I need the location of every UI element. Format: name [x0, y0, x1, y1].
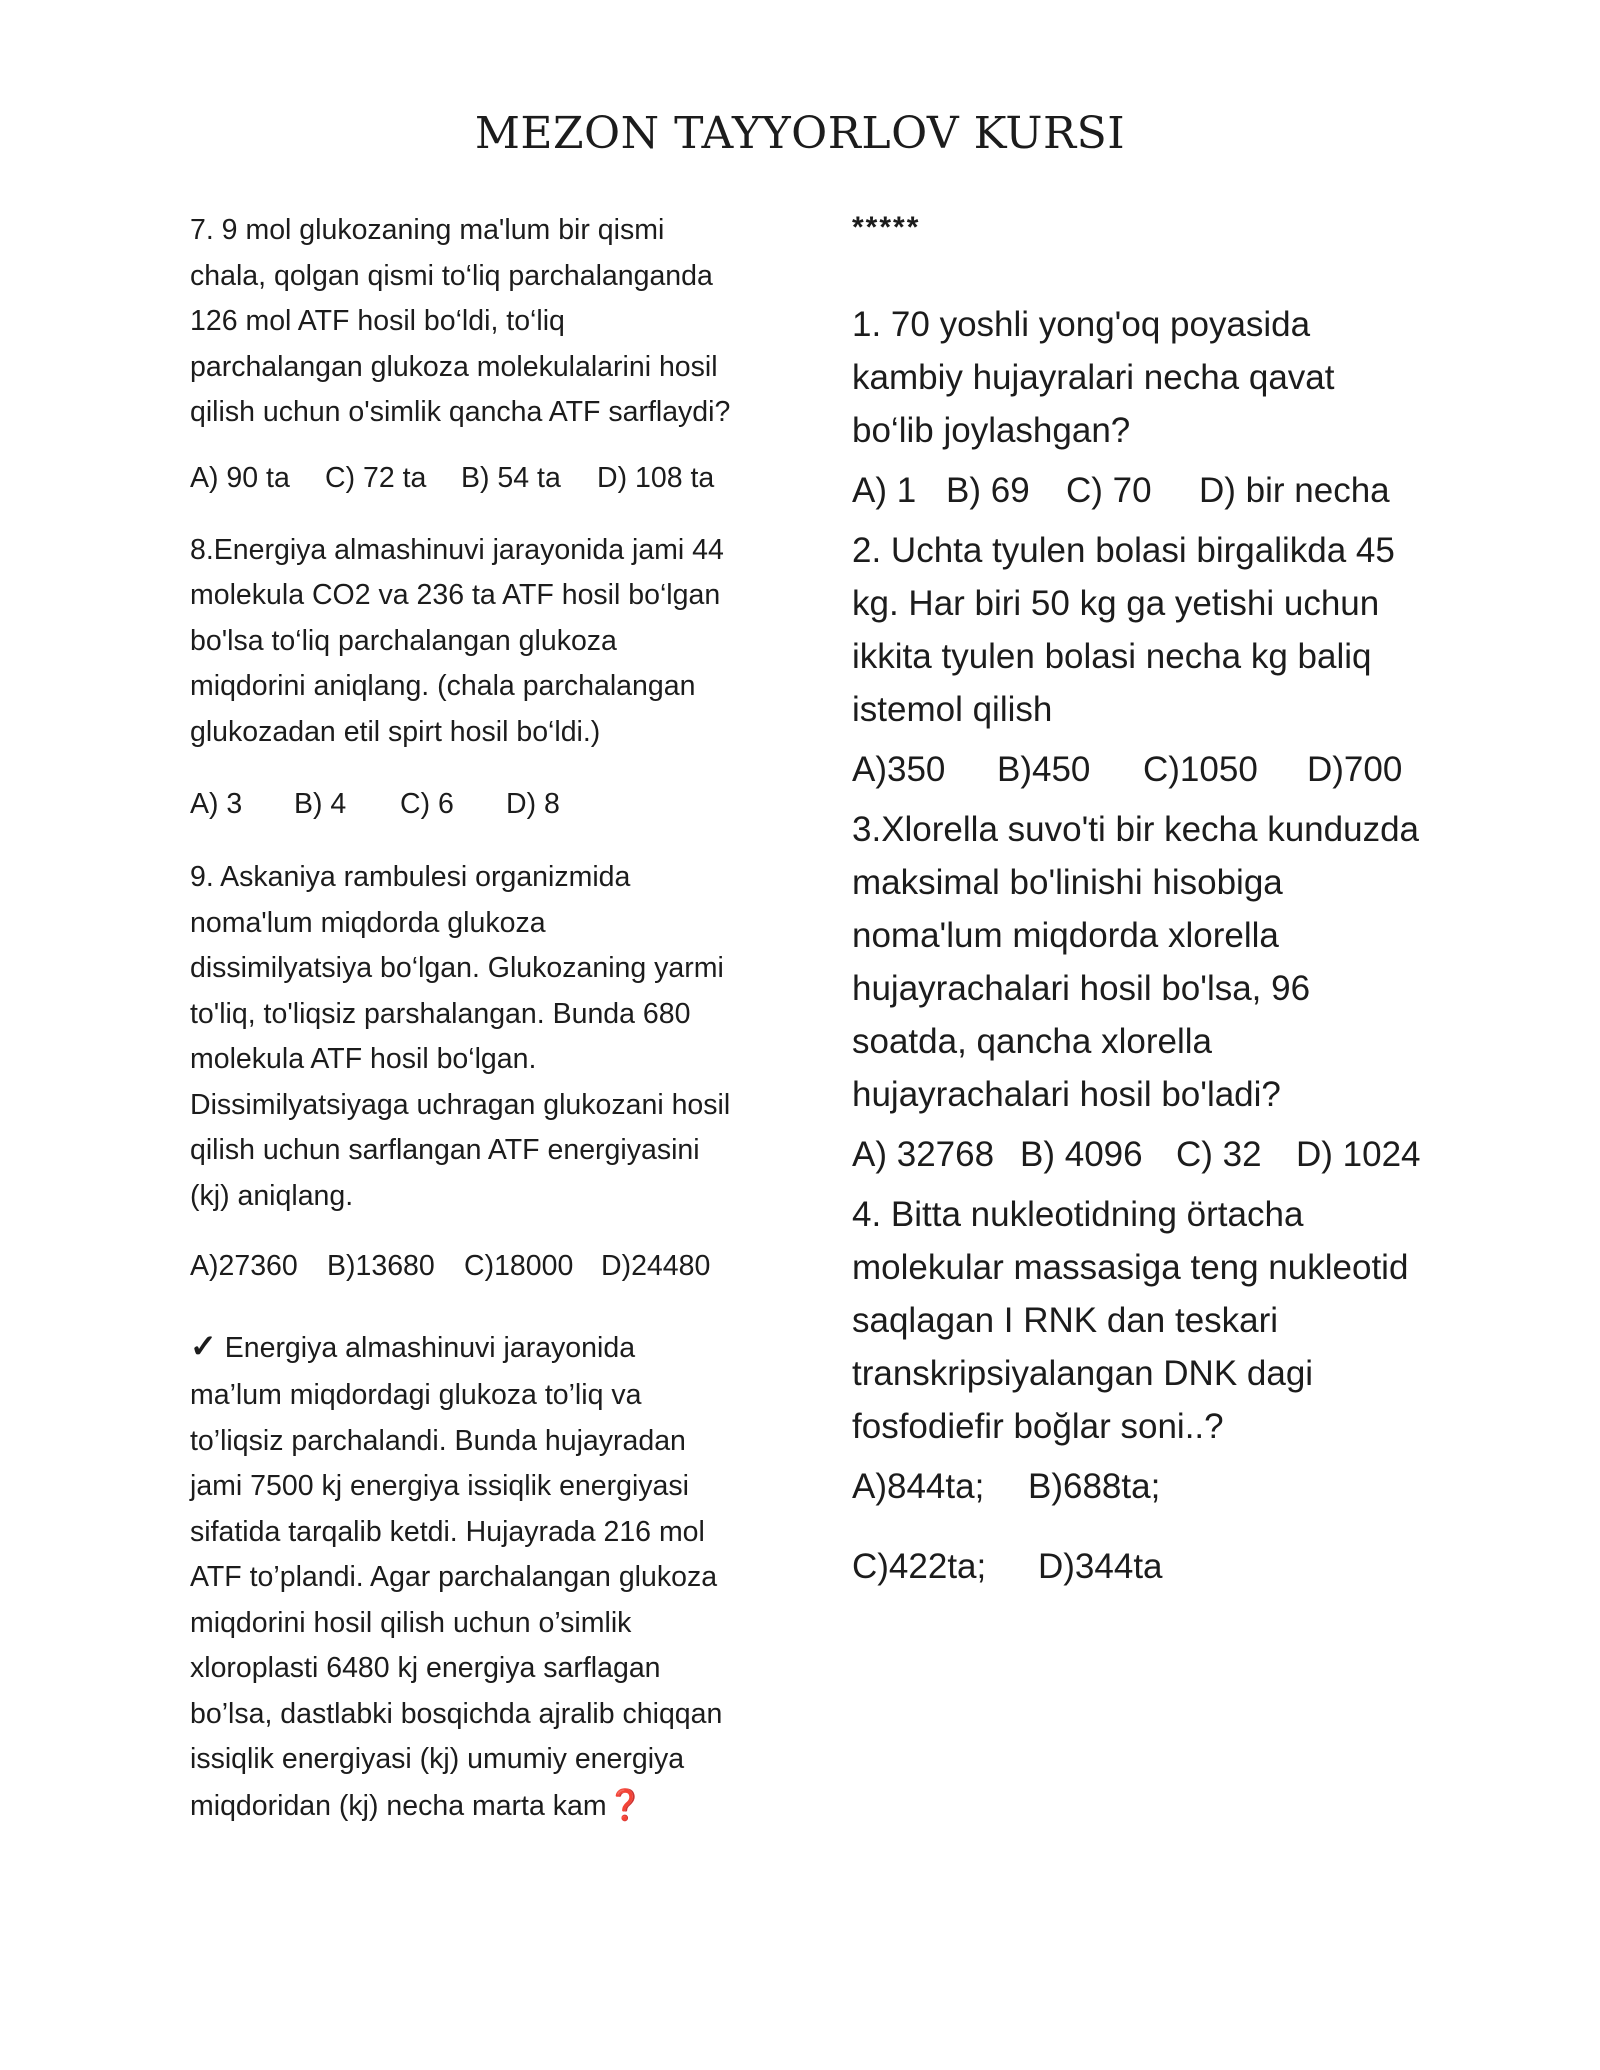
question-10-body: ma’lum miqdordagi glukoza to’liq va to’liqsiz parchalandi. Bunda hujayradan jami 7500 kj energiya issiqlik energiyasi sifatida tarqalib ketdi. Hujayrada 216 mol ATF to’plandi. Agar parchalangan glukoza miqdorini hosil qilish uchun o’simlik xloroplasti 6480 kj energiya sarflagan bo’lsa, dastlabki bosqichda ajralib chiqqan issiqlik energiyasi (kj) umumiy energiya miqdoridan (kj) necha marta kam	[190, 1379, 723, 1822]
question-1-options	[852, 464, 1432, 517]
question-7-options	[190, 456, 765, 501]
question-10	[190, 1321, 765, 1829]
question-2-options	[852, 743, 1432, 796]
question-10-first-line-text: Energiya almashinuvi jarayonida	[216, 1332, 636, 1364]
option-b: B)688ta;	[1028, 1467, 1161, 1506]
option-c: C) 6	[400, 788, 454, 820]
option-d: D)700	[1307, 750, 1403, 789]
option-d: D)344ta	[1038, 1547, 1163, 1586]
option-a: A) 32768	[852, 1135, 995, 1174]
option-b: B) 54 ta	[461, 461, 561, 494]
question-1	[852, 298, 1432, 517]
question-7-text: 7. 9 mol glukozaning ma'lum bir qismi chala, qolgan qismi to‘liq parchalanganda 126 mol ATF hosil bo‘ldi, to‘liq parchalangan glukoza molekulalarini hosil qilish uchun o'simlik qancha ATF sarflaydi?	[190, 214, 731, 428]
option-b: B) 4096	[1020, 1135, 1143, 1174]
question-2	[852, 524, 1432, 796]
question-4-text: 4. Bitta nukleotidning örtacha molekular massasiga teng nukleotid saqlagan I RNK dan teskari transkripsiyalangan DNK dagi fosfodiefir boğlar soni..?	[852, 1195, 1409, 1446]
question-7	[190, 208, 765, 501]
option-c: C) 72 ta	[325, 461, 427, 494]
option-d: D)24480	[601, 1250, 711, 1282]
question-9-options	[190, 1244, 765, 1289]
question-3-options	[852, 1128, 1432, 1181]
option-a: A)844ta;	[852, 1467, 985, 1506]
option-a: A)27360	[190, 1250, 298, 1282]
page-title: MEZON TAYYORLOV KURSI	[474, 108, 1126, 159]
option-a: A) 3	[190, 788, 243, 820]
option-a: A)350	[852, 750, 946, 789]
question-1-text: 1. 70 yoshli yong'oq poyasida kambiy hujayralari necha qavat bo‘lib joylashgan?	[852, 305, 1335, 450]
option-d: D) bir necha	[1199, 471, 1390, 510]
question-9	[190, 855, 765, 1289]
option-d: D) 1024	[1296, 1135, 1421, 1174]
option-b: B) 4	[294, 788, 347, 820]
question-9-text: 9. Askaniya rambulesi organizmida noma'lum miqdorda glukoza dissimilyatsiya bo‘lgan. Glukozaning yarmi to'liq, to'liqsiz parshalangan. Bunda 680 molekula ATF hosil bo‘lgan. Dissimilyatsiyaga uchragan glukozani hosil qilish uchun sarflangan ATF energiyasini (kj) aniqlang.	[190, 861, 731, 1212]
question-3-text: 3.Xlorella suvo'ti bir kecha kunduzda maksimal bo'linishi hisobiga noma'lum miqdorda xlorella hujayrachalari hosil bo'lsa, 96 soatda, qancha xlorella hujayrachalari hosil bo'ladi?	[852, 810, 1420, 1114]
option-d: D) 8	[506, 788, 560, 820]
question-8-text: 8.Energiya almashinuvi jarayonida jami 44 molekula CO2 va 236 ta ATF hosil bo‘lgan bo'lsa to‘liq parchalangan glukoza miqdorini aniqlang. (chala parchalangan glukozadan etil spirt hosil bo‘ldi.)	[190, 533, 724, 748]
option-c: C) 70	[1066, 471, 1152, 510]
question-4	[852, 1188, 1432, 1593]
question-10-first-line	[190, 1321, 765, 1373]
question-mark-icon: ❓	[606, 1788, 644, 1822]
question-8	[190, 528, 765, 828]
question-3	[852, 803, 1432, 1181]
option-c: C)422ta;	[852, 1547, 987, 1586]
option-a: A) 90 ta	[190, 461, 290, 494]
check-mark-icon: ✓	[190, 1328, 217, 1364]
question-8-options	[190, 782, 765, 827]
question-4-options-row-1	[852, 1460, 1432, 1513]
stars-separator: *****	[852, 211, 921, 244]
option-d: D) 108 ta	[597, 461, 715, 494]
question-10-text	[190, 1373, 765, 1829]
option-c: C)1050	[1143, 750, 1258, 789]
option-b: B)450	[997, 750, 1091, 789]
option-a: A) 1	[852, 471, 917, 510]
option-b: B)13680	[327, 1250, 435, 1282]
question-2-text: 2. Uchta tyulen bolasi birgalikda 45 kg. Har biri 50 kg ga yetishi uchun ikkita tyulen bolasi necha kg baliq istemol qilish	[852, 531, 1395, 729]
option-c: C) 32	[1176, 1135, 1262, 1174]
question-4-options-row-2	[852, 1540, 1432, 1593]
option-c: C)18000	[464, 1250, 574, 1282]
left-column	[190, 208, 765, 1829]
right-column	[852, 208, 1432, 1593]
option-b: B) 69	[946, 471, 1030, 510]
